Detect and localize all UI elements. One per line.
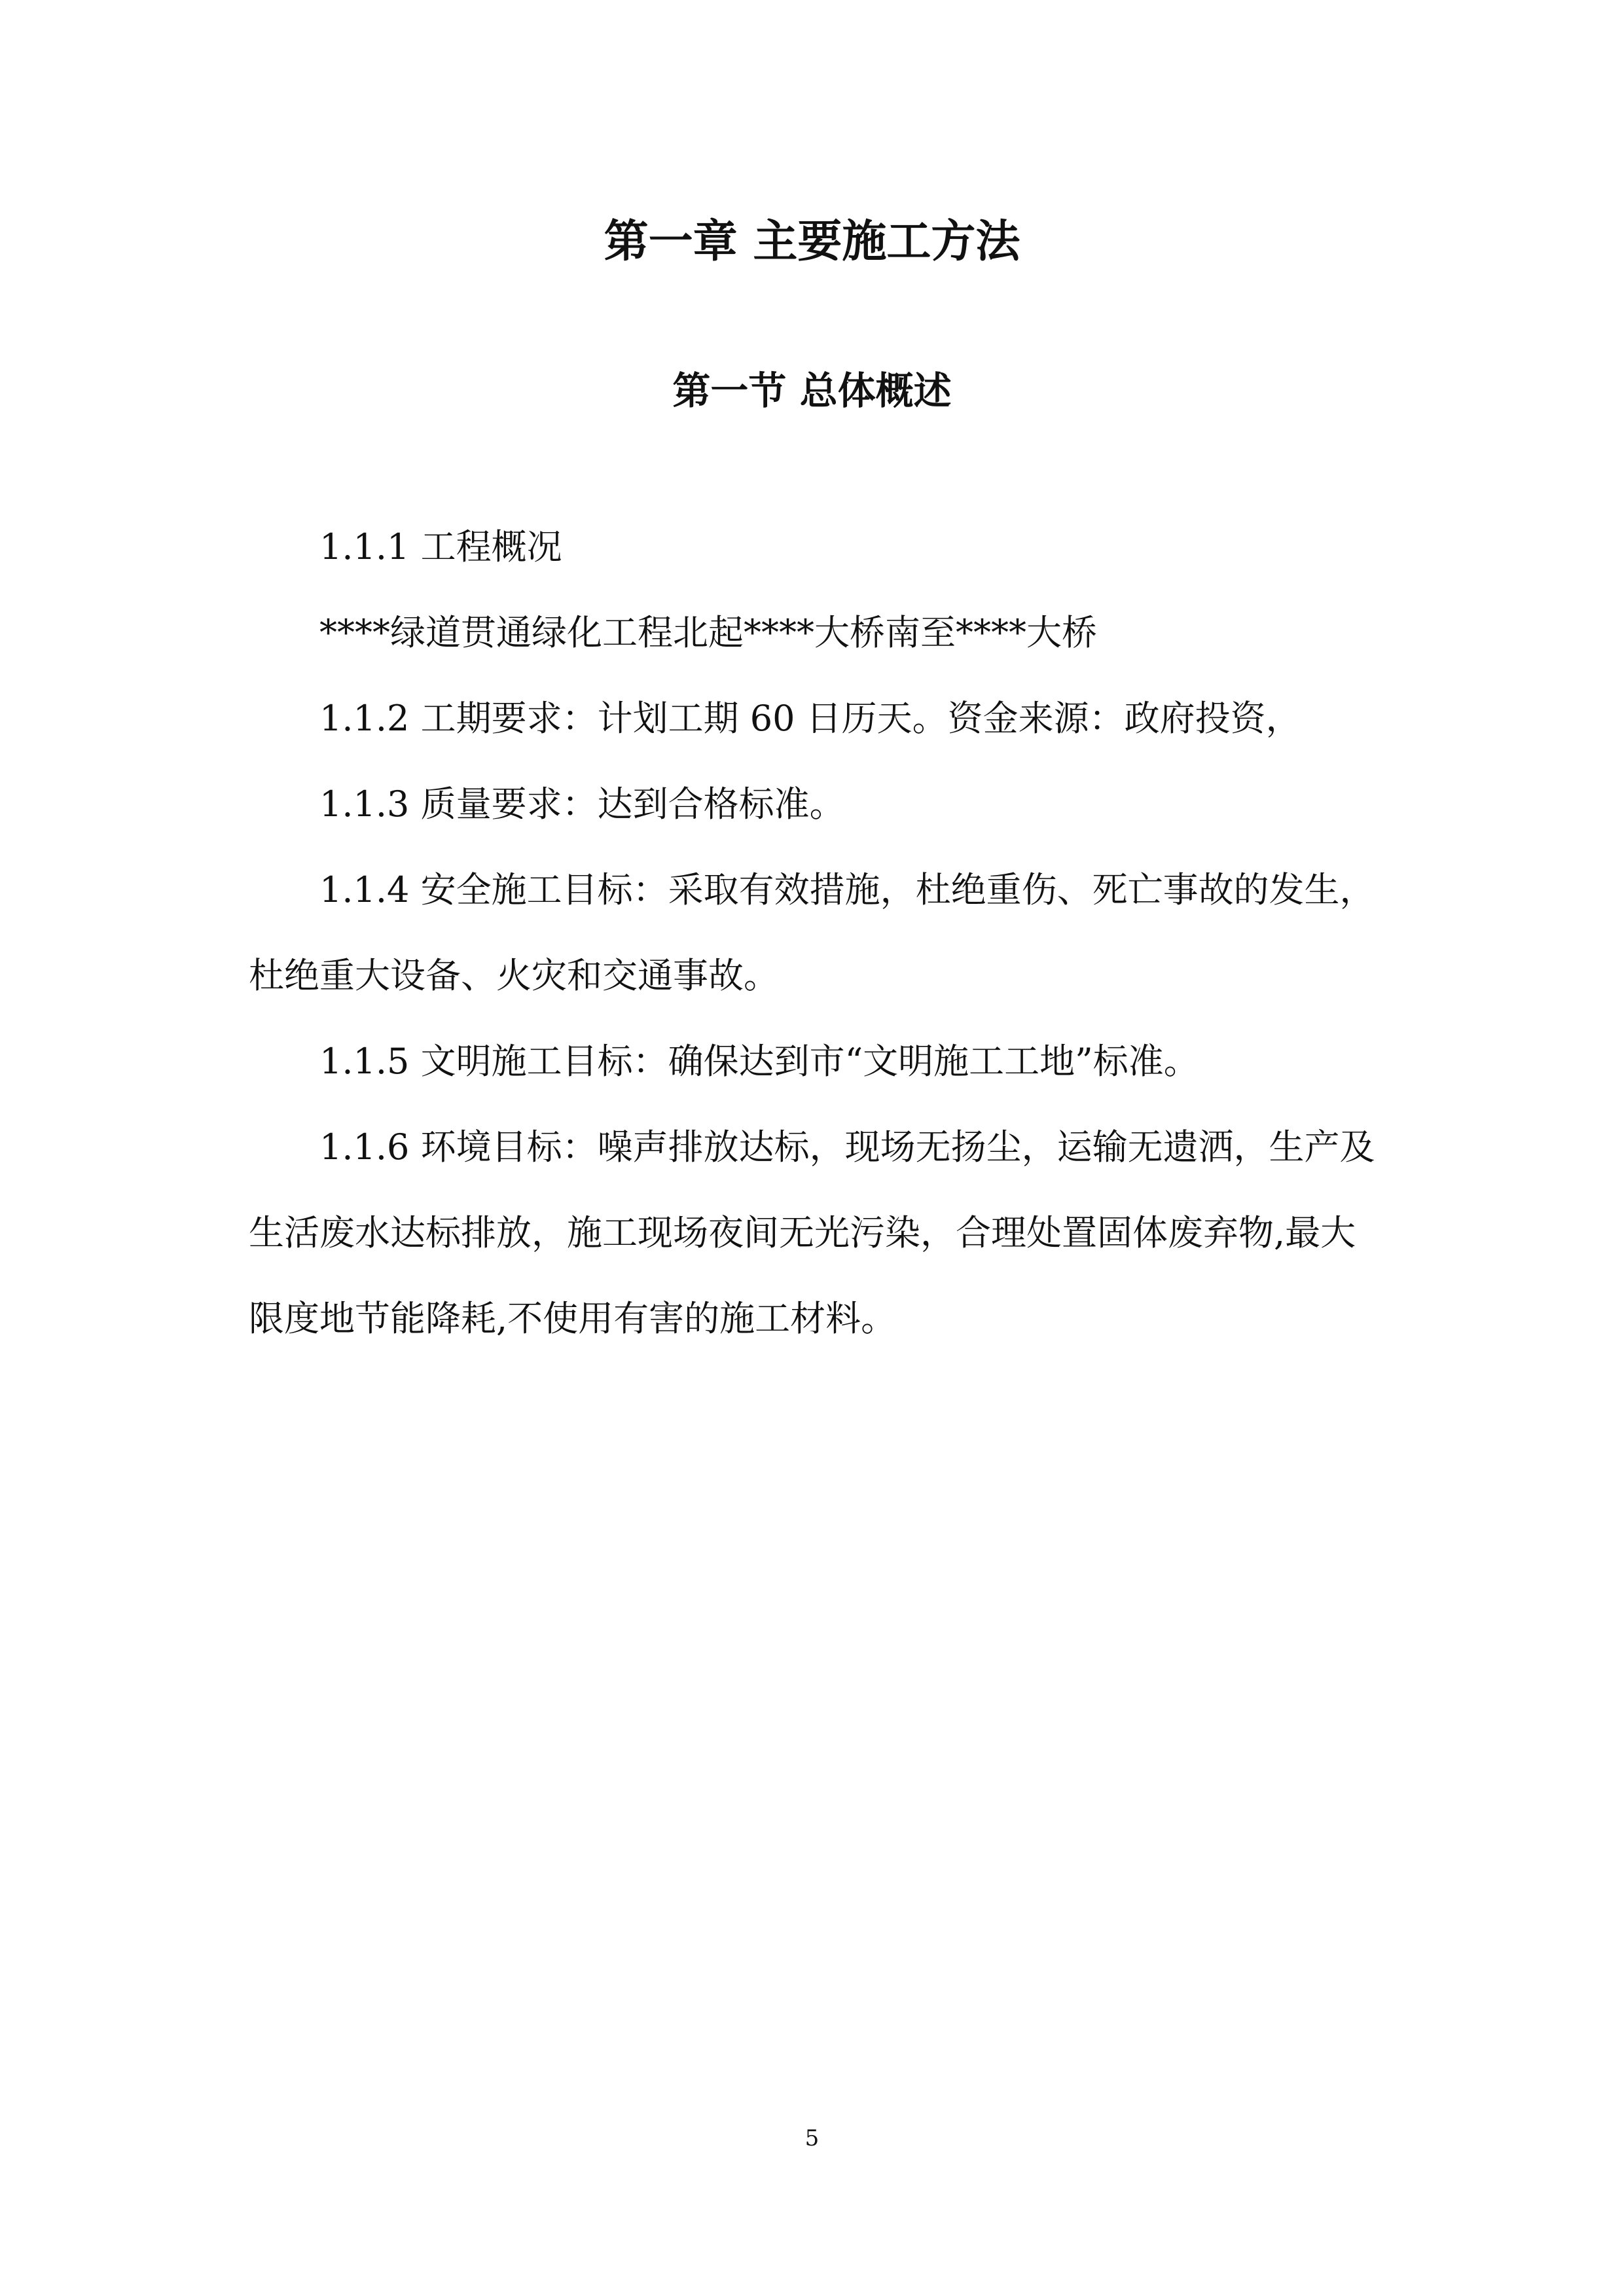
chapter-title: 第一章 主要施工方法 (604, 216, 1020, 268)
body-text (249, 504, 1388, 1361)
paragraph-project-scope: ****绿道贯通绿化工程北起****大桥南至****大桥 (319, 612, 1097, 653)
paragraph-quality: 1.1.3 质量要求：达到合格标准。 (319, 783, 845, 825)
section-title: 第一节 总体概述 (672, 368, 952, 413)
paragraph-safety: 1.1.4 安全施工目标：采取有效措施，杜绝重伤、死亡事故的发生，杜绝重大设备、火灾和交通事故。 (249, 869, 1375, 996)
paragraph-environment: 1.1.6 环境目标：噪声排放达标，现场无扬尘，运输无遗洒，生产及生活废水达标排放，施工现场夜间无光污染，合理处置固体废弃物,最大限度地节能降耗,不使用有害的施工材料。 (249, 1126, 1375, 1339)
page-number: 5 (804, 2125, 820, 2151)
paragraph-schedule: 1.1.2 工期要求：计划工期 60 日历天。资金来源：政府投资， (319, 698, 1301, 739)
paragraph-civilized-construction: 1.1.5 文明施工目标：确保达到市“文明施工工地”标准。 (319, 1041, 1199, 1082)
paragraph-project-overview: 1.1.1 工程概况 (319, 526, 562, 567)
